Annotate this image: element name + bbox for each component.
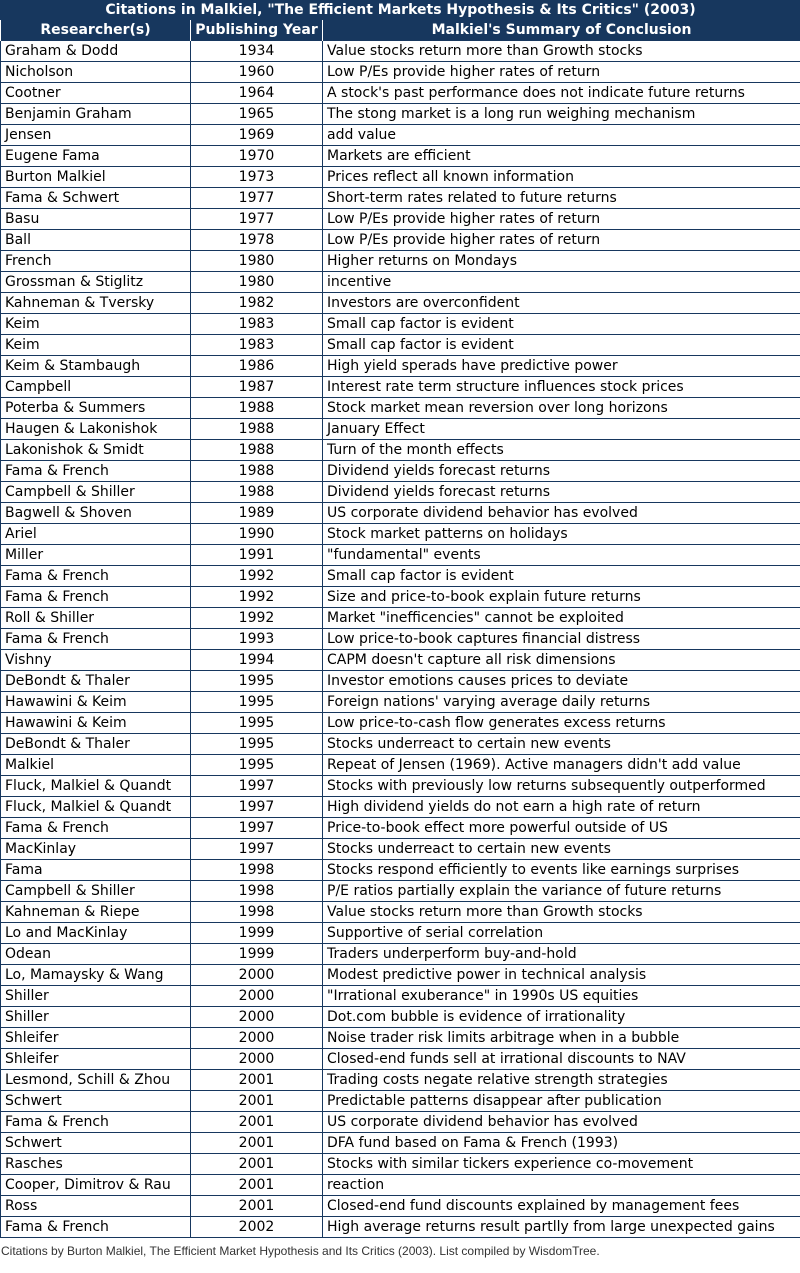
table-row [1,839,800,860]
researcher-cell: Keim [1,314,191,335]
table-row [1,1175,800,1196]
year-cell: 1997 [191,818,323,839]
table-row [1,797,800,818]
year-cell: 2002 [191,1217,323,1238]
year-cell: 1998 [191,860,323,881]
year-cell: 1990 [191,524,323,545]
table-row [1,167,800,188]
table-row [1,1133,800,1154]
column-header-row [1,20,800,41]
summary-cell: reaction [323,1175,800,1196]
table-row [1,146,800,167]
year-cell: 1965 [191,104,323,125]
summary-cell: Modest predictive power in technical analysis [323,965,800,986]
researcher-cell: French [1,251,191,272]
researcher-cell: Kahneman & Riepe [1,902,191,923]
year-cell: 1977 [191,188,323,209]
researcher-cell: Graham & Dodd [1,41,191,62]
researcher-cell: Keim [1,335,191,356]
summary-cell: "fundamental" events [323,545,800,566]
summary-cell: Repeat of Jensen (1969). Active managers didn't add value [323,755,800,776]
table-row [1,314,800,335]
summary-cell: US corporate dividend behavior has evolved [323,503,800,524]
researcher-cell: Cootner [1,83,191,104]
year-cell: 1980 [191,251,323,272]
table-row [1,692,800,713]
researcher-cell: Basu [1,209,191,230]
researcher-cell: Keim & Stambaugh [1,356,191,377]
summary-cell: Dot.com bubble is evidence of irrationality [323,1007,800,1028]
table-row [1,860,800,881]
table-row [1,923,800,944]
summary-cell: Size and price-to-book explain future returns [323,587,800,608]
summary-cell: Supportive of serial correlation [323,923,800,944]
year-cell: 2001 [191,1175,323,1196]
researcher-cell: Schwert [1,1133,191,1154]
researcher-cell: Fama & French [1,461,191,482]
researcher-cell: Fama & French [1,566,191,587]
year-cell: 1999 [191,944,323,965]
researcher-cell: Kahneman & Tversky [1,293,191,314]
table-row [1,524,800,545]
researcher-cell: Hawawini & Keim [1,692,191,713]
summary-cell: Investor emotions causes prices to deviate [323,671,800,692]
table-row [1,230,800,251]
table-row [1,356,800,377]
year-cell: 1988 [191,482,323,503]
researcher-cell: Eugene Fama [1,146,191,167]
summary-cell: Small cap factor is evident [323,314,800,335]
summary-cell: Short-term rates related to future returns [323,188,800,209]
table-row [1,776,800,797]
researcher-cell: Shiller [1,1007,191,1028]
table-row [1,125,800,146]
year-cell: 1988 [191,461,323,482]
table-row [1,62,800,83]
table-row [1,818,800,839]
summary-cell: US corporate dividend behavior has evolved [323,1112,800,1133]
year-cell: 1995 [191,755,323,776]
table-row [1,104,800,125]
summary-cell: Dividend yields forecast returns [323,482,800,503]
table-row [1,986,800,1007]
summary-cell: CAPM doesn't capture all risk dimensions [323,650,800,671]
researcher-cell: Fama & French [1,629,191,650]
researcher-cell: Campbell [1,377,191,398]
researcher-cell: Lo and MacKinlay [1,923,191,944]
year-cell: 1992 [191,608,323,629]
table-row [1,251,800,272]
year-cell: 1995 [191,692,323,713]
summary-cell: A stock's past performance does not indicate future returns [323,83,800,104]
year-cell: 2001 [191,1133,323,1154]
table-row [1,734,800,755]
researcher-cell: Fama [1,860,191,881]
column-header-researcher: Researcher(s) [1,20,191,41]
table-row [1,293,800,314]
researcher-cell: DeBondt & Thaler [1,734,191,755]
researcher-cell: Campbell & Shiller [1,482,191,503]
researcher-cell: Lesmond, Schill & Zhou [1,1070,191,1091]
summary-cell: Stocks underreact to certain new events [323,839,800,860]
table-row [1,482,800,503]
researcher-cell: Cooper, Dimitrov & Rau [1,1175,191,1196]
summary-cell: Higher returns on Mondays [323,251,800,272]
summary-cell: Prices reflect all known information [323,167,800,188]
year-cell: 2001 [191,1070,323,1091]
summary-cell: Market "inefficencies" cannot be exploited [323,608,800,629]
table-row [1,272,800,293]
table-row [1,1049,800,1070]
year-cell: 1995 [191,734,323,755]
summary-cell: Traders underperform buy-and-hold [323,944,800,965]
table-row [1,944,800,965]
researcher-cell: Shiller [1,986,191,1007]
summary-cell: High yield sperads have predictive power [323,356,800,377]
researcher-cell: Bagwell & Shoven [1,503,191,524]
summary-cell: Noise trader risk limits arbitrage when in a bubble [323,1028,800,1049]
summary-cell: Markets are efficient [323,146,800,167]
year-cell: 1989 [191,503,323,524]
year-cell: 2000 [191,1007,323,1028]
year-cell: 1998 [191,881,323,902]
year-cell: 2000 [191,965,323,986]
researcher-cell: DeBondt & Thaler [1,671,191,692]
researcher-cell: Haugen & Lakonishok [1,419,191,440]
researcher-cell: Fama & French [1,818,191,839]
year-cell: 1998 [191,902,323,923]
summary-cell: Low P/Es provide higher rates of return [323,230,800,251]
summary-cell: Stocks with similar tickers experience co-movement [323,1154,800,1175]
year-cell: 2001 [191,1154,323,1175]
summary-cell: Stocks underreact to certain new events [323,734,800,755]
table-row [1,1217,800,1238]
summary-cell: Value stocks return more than Growth stocks [323,902,800,923]
year-cell: 1997 [191,839,323,860]
year-cell: 1960 [191,62,323,83]
researcher-cell: Grossman & Stiglitz [1,272,191,293]
researcher-cell: Fama & French [1,587,191,608]
summary-cell: add value [323,125,800,146]
year-cell: 1995 [191,713,323,734]
researcher-cell: Malkiel [1,755,191,776]
summary-cell: Interest rate term structure influences stock prices [323,377,800,398]
researcher-cell: Burton Malkiel [1,167,191,188]
researcher-cell: Roll & Shiller [1,608,191,629]
year-cell: 1983 [191,314,323,335]
summary-cell: Closed-end fund discounts explained by management fees [323,1196,800,1217]
summary-cell: Stock market patterns on holidays [323,524,800,545]
table-row [1,503,800,524]
year-cell: 1988 [191,440,323,461]
table-row [1,41,800,62]
summary-cell: Stock market mean reversion over long horizons [323,398,800,419]
table-row [1,566,800,587]
table-row [1,461,800,482]
researcher-cell: Poterba & Summers [1,398,191,419]
researcher-cell: Shleifer [1,1049,191,1070]
researcher-cell: Vishny [1,650,191,671]
summary-cell: Low price-to-cash flow generates excess returns [323,713,800,734]
summary-cell: Value stocks return more than Growth stocks [323,41,800,62]
researcher-cell: MacKinlay [1,839,191,860]
table-row [1,650,800,671]
year-cell: 2001 [191,1196,323,1217]
table-row [1,671,800,692]
summary-cell: Predictable patterns disappear after publication [323,1091,800,1112]
footnote: Citations by Burton Malkiel, The Efficient Market Hypothesis and Its Critics (2003). List compiled by WisdomTree. [1,1244,600,1258]
column-header-year: Publishing Year [191,20,323,41]
year-cell: 1973 [191,167,323,188]
year-cell: 1970 [191,146,323,167]
year-cell: 1992 [191,566,323,587]
table-title-row [1,1,800,20]
table-row [1,440,800,461]
summary-cell: Low P/Es provide higher rates of return [323,209,800,230]
researcher-cell: Fluck, Malkiel & Quandt [1,797,191,818]
table-row [1,965,800,986]
year-cell: 1988 [191,419,323,440]
year-cell: 1983 [191,335,323,356]
table-row [1,188,800,209]
table-body [1,41,800,1238]
year-cell: 1969 [191,125,323,146]
table-row [1,902,800,923]
table-title: Citations in Malkiel, "The Efficient Markets Hypothesis & Its Critics" (2003) [1,1,800,20]
summary-cell: Dividend yields forecast returns [323,461,800,482]
year-cell: 2001 [191,1091,323,1112]
year-cell: 1934 [191,41,323,62]
researcher-cell: Lo, Mamaysky & Wang [1,965,191,986]
researcher-cell: Odean [1,944,191,965]
year-cell: 2001 [191,1112,323,1133]
column-header-summary: Malkiel's Summary of Conclusion [323,20,800,41]
summary-cell: Small cap factor is evident [323,335,800,356]
summary-cell: Trading costs negate relative strength strategies [323,1070,800,1091]
table-row [1,398,800,419]
year-cell: 1987 [191,377,323,398]
year-cell: 1992 [191,587,323,608]
researcher-cell: Benjamin Graham [1,104,191,125]
summary-cell: DFA fund based on Fama & French (1993) [323,1133,800,1154]
year-cell: 2000 [191,1049,323,1070]
table-row [1,1007,800,1028]
year-cell: 2000 [191,986,323,1007]
table-row [1,1196,800,1217]
researcher-cell: Miller [1,545,191,566]
year-cell: 1994 [191,650,323,671]
summary-cell: Low price-to-book captures financial distress [323,629,800,650]
researcher-cell: Ariel [1,524,191,545]
summary-cell: Investors are overconfident [323,293,800,314]
year-cell: 1991 [191,545,323,566]
table-row [1,755,800,776]
researcher-cell: Rasches [1,1154,191,1175]
year-cell: 1986 [191,356,323,377]
year-cell: 1964 [191,83,323,104]
researcher-cell: Ball [1,230,191,251]
year-cell: 1988 [191,398,323,419]
summary-cell: The stong market is a long run weighing mechanism [323,104,800,125]
table-row [1,881,800,902]
table-row [1,608,800,629]
table-row [1,377,800,398]
year-cell: 1980 [191,272,323,293]
table-row [1,1154,800,1175]
table-row [1,1091,800,1112]
table-row [1,1028,800,1049]
year-cell: 1977 [191,209,323,230]
summary-cell: High dividend yields do not earn a high rate of return [323,797,800,818]
year-cell: 1997 [191,797,323,818]
summary-cell: Small cap factor is evident [323,566,800,587]
researcher-cell: Fama & French [1,1217,191,1238]
summary-cell: High average returns result partlly from large unexpected gains [323,1217,800,1238]
table-row [1,83,800,104]
summary-cell: P/E ratios partially explain the variance of future returns [323,881,800,902]
summary-cell: January Effect [323,419,800,440]
researcher-cell: Fama & French [1,1112,191,1133]
summary-cell: Price-to-book effect more powerful outside of US [323,818,800,839]
summary-cell: Closed-end funds sell at irrational discounts to NAV [323,1049,800,1070]
table-row [1,419,800,440]
researcher-cell: Ross [1,1196,191,1217]
table-row [1,1070,800,1091]
researcher-cell: Fama & Schwert [1,188,191,209]
summary-cell: Low P/Es provide higher rates of return [323,62,800,83]
researcher-cell: Schwert [1,1091,191,1112]
summary-cell: incentive [323,272,800,293]
researcher-cell: Hawawini & Keim [1,713,191,734]
researcher-cell: Shleifer [1,1028,191,1049]
year-cell: 2000 [191,1028,323,1049]
table-row [1,209,800,230]
year-cell: 1995 [191,671,323,692]
year-cell: 1982 [191,293,323,314]
table-row [1,629,800,650]
researcher-cell: Nicholson [1,62,191,83]
summary-cell: Stocks with previously low returns subsequently outperformed [323,776,800,797]
table-row [1,1112,800,1133]
researcher-cell: Lakonishok & Smidt [1,440,191,461]
year-cell: 1978 [191,230,323,251]
summary-cell: Stocks respond efficiently to events like earnings surprises [323,860,800,881]
table-row [1,545,800,566]
summary-cell: Turn of the month effects [323,440,800,461]
table-row [1,713,800,734]
table-row [1,587,800,608]
year-cell: 1993 [191,629,323,650]
table-row [1,335,800,356]
summary-cell: "Irrational exuberance" in 1990s US equities [323,986,800,1007]
year-cell: 1997 [191,776,323,797]
researcher-cell: Campbell & Shiller [1,881,191,902]
researcher-cell: Fluck, Malkiel & Quandt [1,776,191,797]
summary-cell: Foreign nations' varying average daily returns [323,692,800,713]
researcher-cell: Jensen [1,125,191,146]
year-cell: 1999 [191,923,323,944]
